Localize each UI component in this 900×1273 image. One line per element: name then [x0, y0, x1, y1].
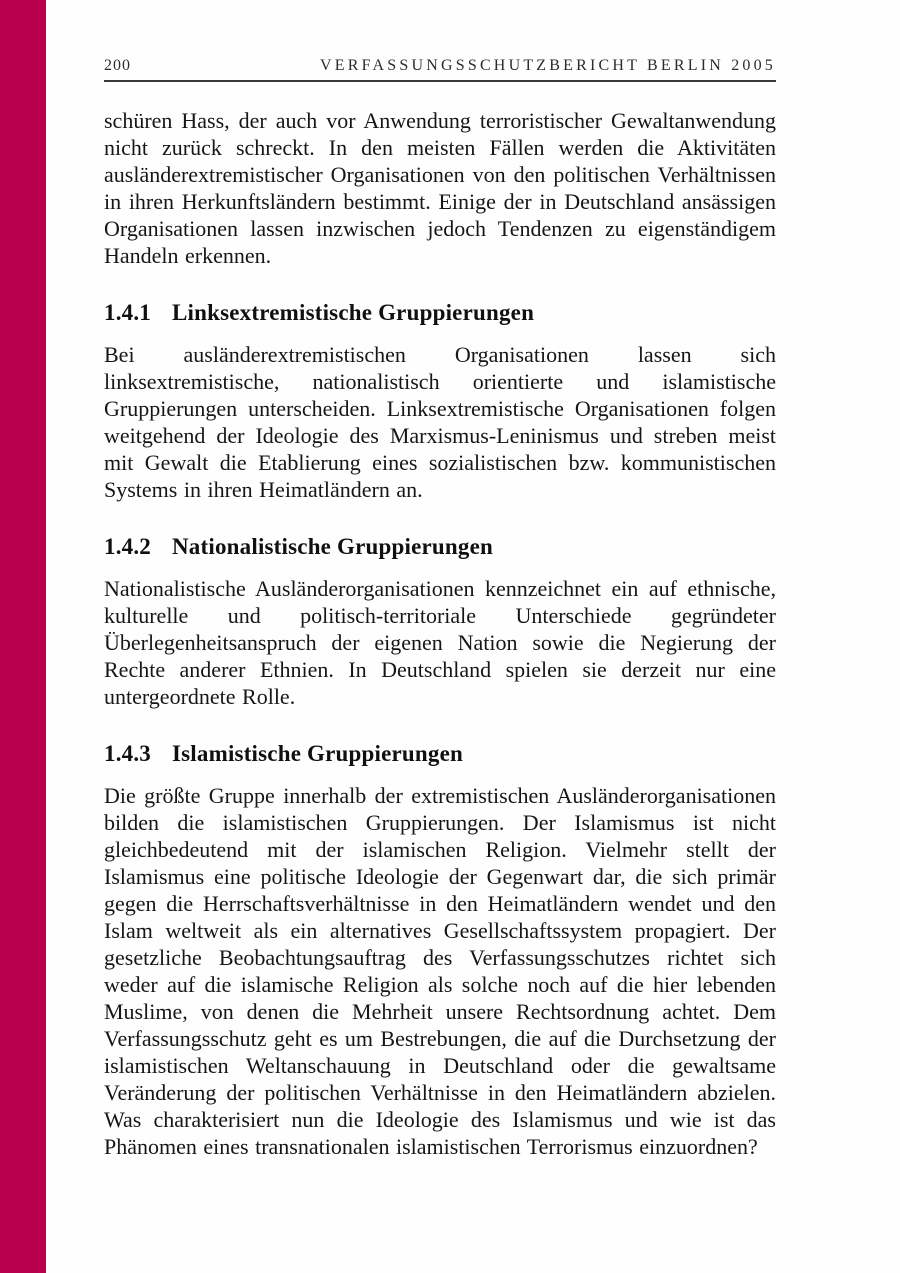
section-heading-1-4-3	[104, 741, 776, 767]
heading-title: Nationalistische Gruppierungen	[172, 534, 494, 559]
page-header	[104, 57, 776, 82]
section-paragraph-1-4-2: Nationalistische Ausländerorganisationen kennzeichnet ein auf ethnische, kulturelle und politisch-territoriale Unterschiede gegründeter Überlegenheitsanspruch der eigenen Nation sowie die Negierung der Rechte anderer Ethnien. In Deutschland spielen sie derzeit nur eine untergeordnete Rolle.	[104, 576, 776, 709]
heading-title: Islamistische Gruppierungen	[172, 741, 464, 766]
section-paragraph-1-4-1: Bei ausländerextremistischen Organisationen lassen sich linksextremistische, nationalistisch orientierte und islamistische Gruppierungen unterscheiden. Linksextremistische Organisationen folgen weitgehend der Ideologie des Marxismus-Leninismus und streben meist mit Gewalt die Etablierung eines sozialistischen bzw. kommunistischen Systems in ihren Heimatländern an.	[104, 342, 776, 502]
heading-number: 1.4.1	[104, 300, 151, 325]
accent-bar	[0, 0, 46, 1273]
document-page	[104, 0, 776, 1160]
page-number: 200	[104, 57, 131, 74]
intro-paragraph: schüren Hass, der auch vor Anwendung terroristischer Gewaltanwendung nicht zurück schreckt. In den meisten Fällen werden die Aktivitäten ausländerextremistischer Organisationen von den politischen Verhältnissen in ihren Herkunftsländern bestimmt. Einige der in Deutschland ansässigen Organisationen lassen inzwischen jedoch Tendenzen zu eigenständigem Handeln erkennen.	[104, 108, 776, 268]
section-paragraph-1-4-3: Die größte Gruppe innerhalb der extremistischen Ausländerorganisationen bilden die islamistischen Gruppierungen. Der Islamismus ist nicht gleichbedeutend mit der islamischen Religion. Vielmehr stellt der Islamismus eine politische Ideologie der Gegenwart dar, die sich primär gegen die Herrschaftsverhältnisse in den Heimatländern wendet und den Islam weltweit als ein alternatives Gesellschaftssystem propagiert. Der gesetzliche Beobachtungsauftrag des Verfassungsschutzes richtet sich weder auf die islamische Religion als solche noch auf die hier lebenden Muslime, von denen die Mehrheit unsere Rechtsordnung achtet. Dem Verfassungsschutz geht es um Bestrebungen, die auf die Durchsetzung der islamistischen Weltanschauung in Deutschland oder die gewaltsame Veränderung der politischen Verhältnisse in den Heimatländern abzielen. Was charakterisiert nun die Ideologie des Islamismus und wie ist das Phänomen eines transnationalen islamistischen Terrorismus einzuordnen?	[104, 783, 776, 1159]
report-title: VERFASSUNGSSCHUTZBERICHT BERLIN 2005	[320, 57, 776, 74]
section-heading-1-4-2	[104, 534, 776, 560]
heading-number: 1.4.3	[104, 741, 151, 766]
heading-number: 1.4.2	[104, 534, 151, 559]
section-heading-1-4-1	[104, 300, 776, 326]
heading-title: Linksextremistische Gruppierungen	[172, 300, 535, 325]
